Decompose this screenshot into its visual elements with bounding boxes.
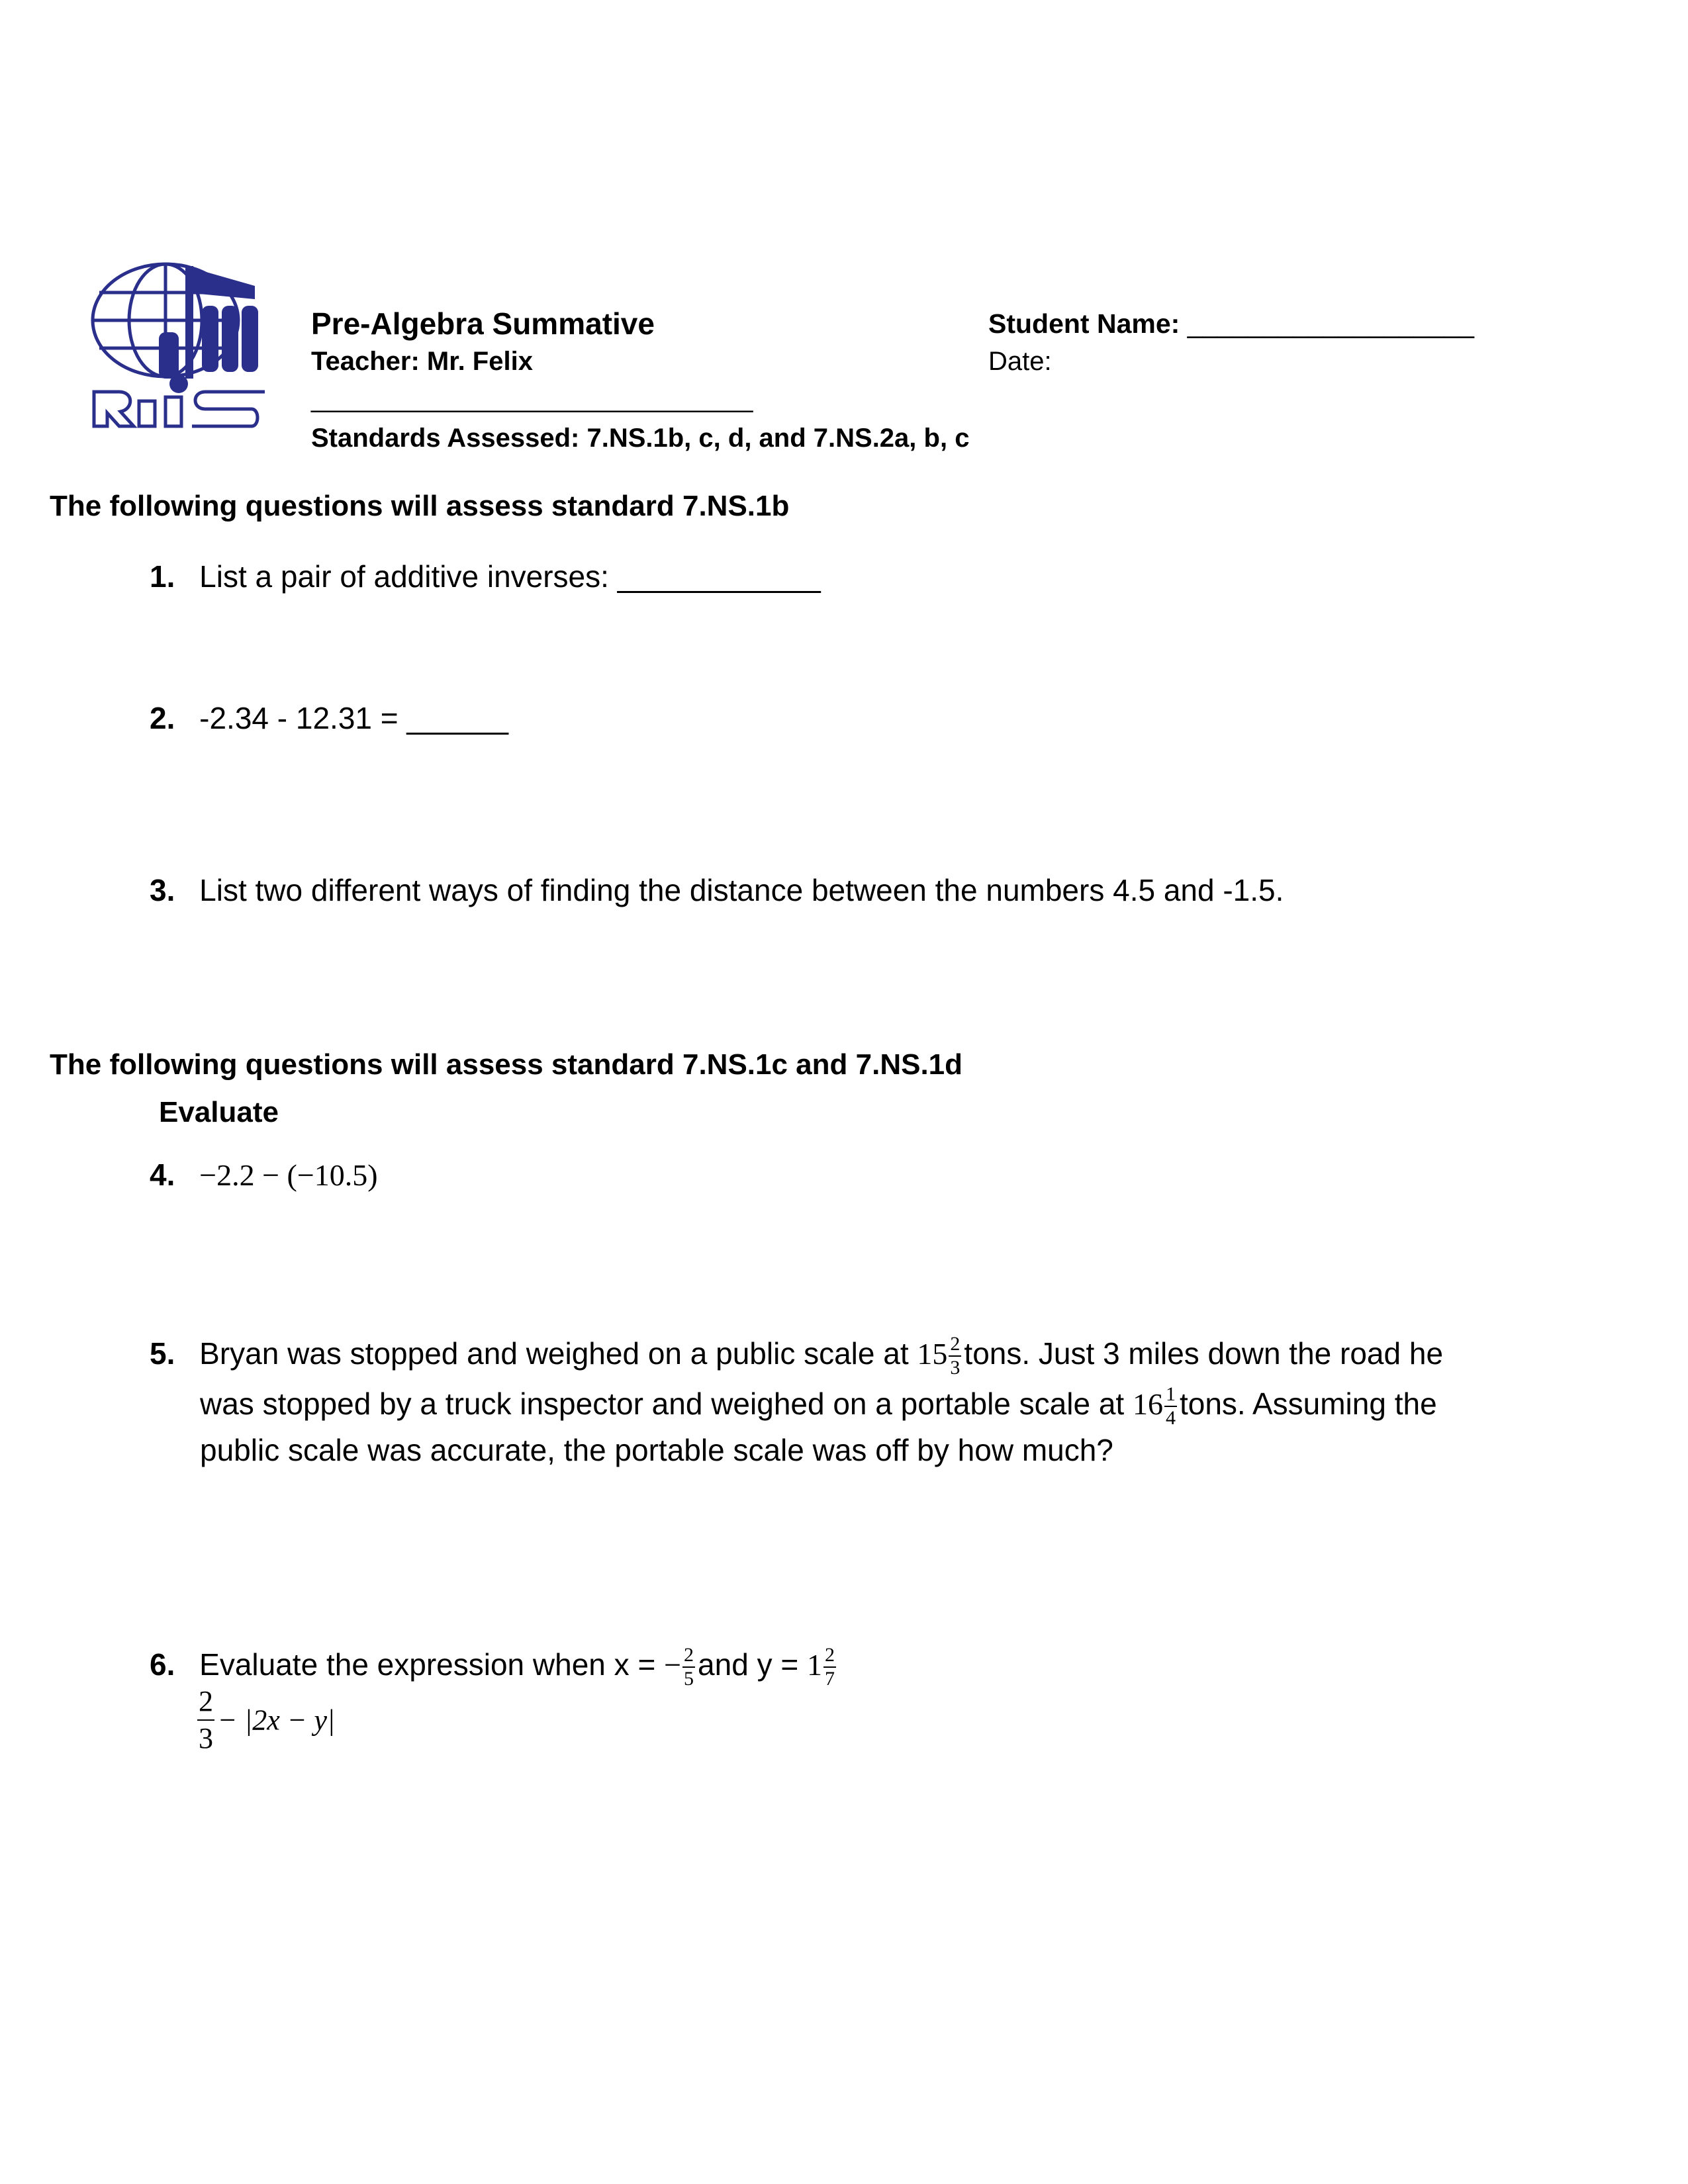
question-5-line-3: public scale was accurate, the portable scale was off by how much? [200,1433,1113,1467]
mixed-number-whole: 1 [807,1648,823,1682]
math-expression: − |2x − y| [217,1704,336,1737]
section-heading-7ns1c-1d: The following questions will assess standard 7.NS.1c and 7.NS.1d [50,1048,963,1081]
question-4 [150,1157,378,1193]
header-divider-line: ______________________________ [311,384,753,413]
mixed-number-whole: 15 [917,1337,948,1371]
question-text: -2.34 - 12.31 = [199,701,399,735]
school-logo [86,259,271,433]
test-title: Pre-Algebra Summative [311,306,655,341]
fraction-numerator: 2 [682,1645,695,1668]
student-name-label: Student Name: [988,308,1180,339]
answer-blank[interactable]: ______ [406,701,508,735]
question-number: 2. [150,701,175,735]
question-text: tons. Just 3 miles down the road he [964,1336,1444,1371]
math-expression: −2.2 − (−10.5) [199,1158,378,1192]
fraction-denominator: 7 [825,1668,835,1690]
student-name-blank[interactable]: ___________________ [1187,308,1474,339]
question-6-expression [197,1686,335,1754]
date-label[interactable]: Date: [988,347,1052,376]
mixed-number-whole: 16 [1132,1387,1163,1422]
standards-assessed: Standards Assessed: 7.NS.1b, c, d, and 7.NS.2a, b, c [311,424,970,453]
globe-logo-icon [86,259,271,433]
question-number: 4. [150,1158,175,1192]
question-text: Bryan was stopped and weighed on a public scale at [199,1336,909,1371]
question-5-line-2 [200,1385,1437,1428]
fraction-numerator: 2 [823,1645,836,1668]
fraction [1164,1385,1177,1428]
teacher-name: Teacher: Mr. Felix [311,347,533,376]
question-number: 1. [150,559,175,594]
fraction [823,1645,836,1689]
fraction-denominator: 3 [199,1722,213,1754]
negative-sign: − [664,1648,682,1682]
student-name-field[interactable] [988,308,1474,340]
fraction-numerator: 2 [949,1334,961,1357]
question-6 [150,1645,839,1689]
question-number: 3. [150,873,175,907]
question-text: was stopped by a truck inspector and weighed on a portable scale at [200,1387,1125,1422]
question-text: List a pair of additive inverses: [199,559,609,594]
section-heading-7ns1b: The following questions will assess standard 7.NS.1b [50,490,790,522]
fraction-denominator: 5 [684,1668,694,1690]
question-3 [150,872,1284,908]
question-number: 6. [150,1647,175,1682]
fraction [197,1686,214,1754]
question-text: Evaluate the expression when x = [199,1647,656,1682]
fraction-denominator: 4 [1165,1407,1176,1429]
evaluate-subheading: Evaluate [159,1096,279,1128]
question-1 [150,559,821,594]
question-number: 5. [150,1336,175,1371]
fraction-denominator: 3 [950,1357,961,1379]
question-text: List two different ways of finding the distance between the numbers 4.5 and -1.5. [199,873,1284,907]
fraction [682,1645,695,1689]
fraction-numerator: 1 [1164,1385,1177,1407]
fraction [949,1334,961,1378]
question-5 [150,1334,1443,1378]
fraction-numerator: 2 [197,1686,214,1721]
answer-blank[interactable]: ____________ [617,559,821,594]
question-text: and y = [698,1647,799,1682]
question-text: tons. Assuming the [1179,1387,1437,1422]
question-2 [150,700,508,736]
